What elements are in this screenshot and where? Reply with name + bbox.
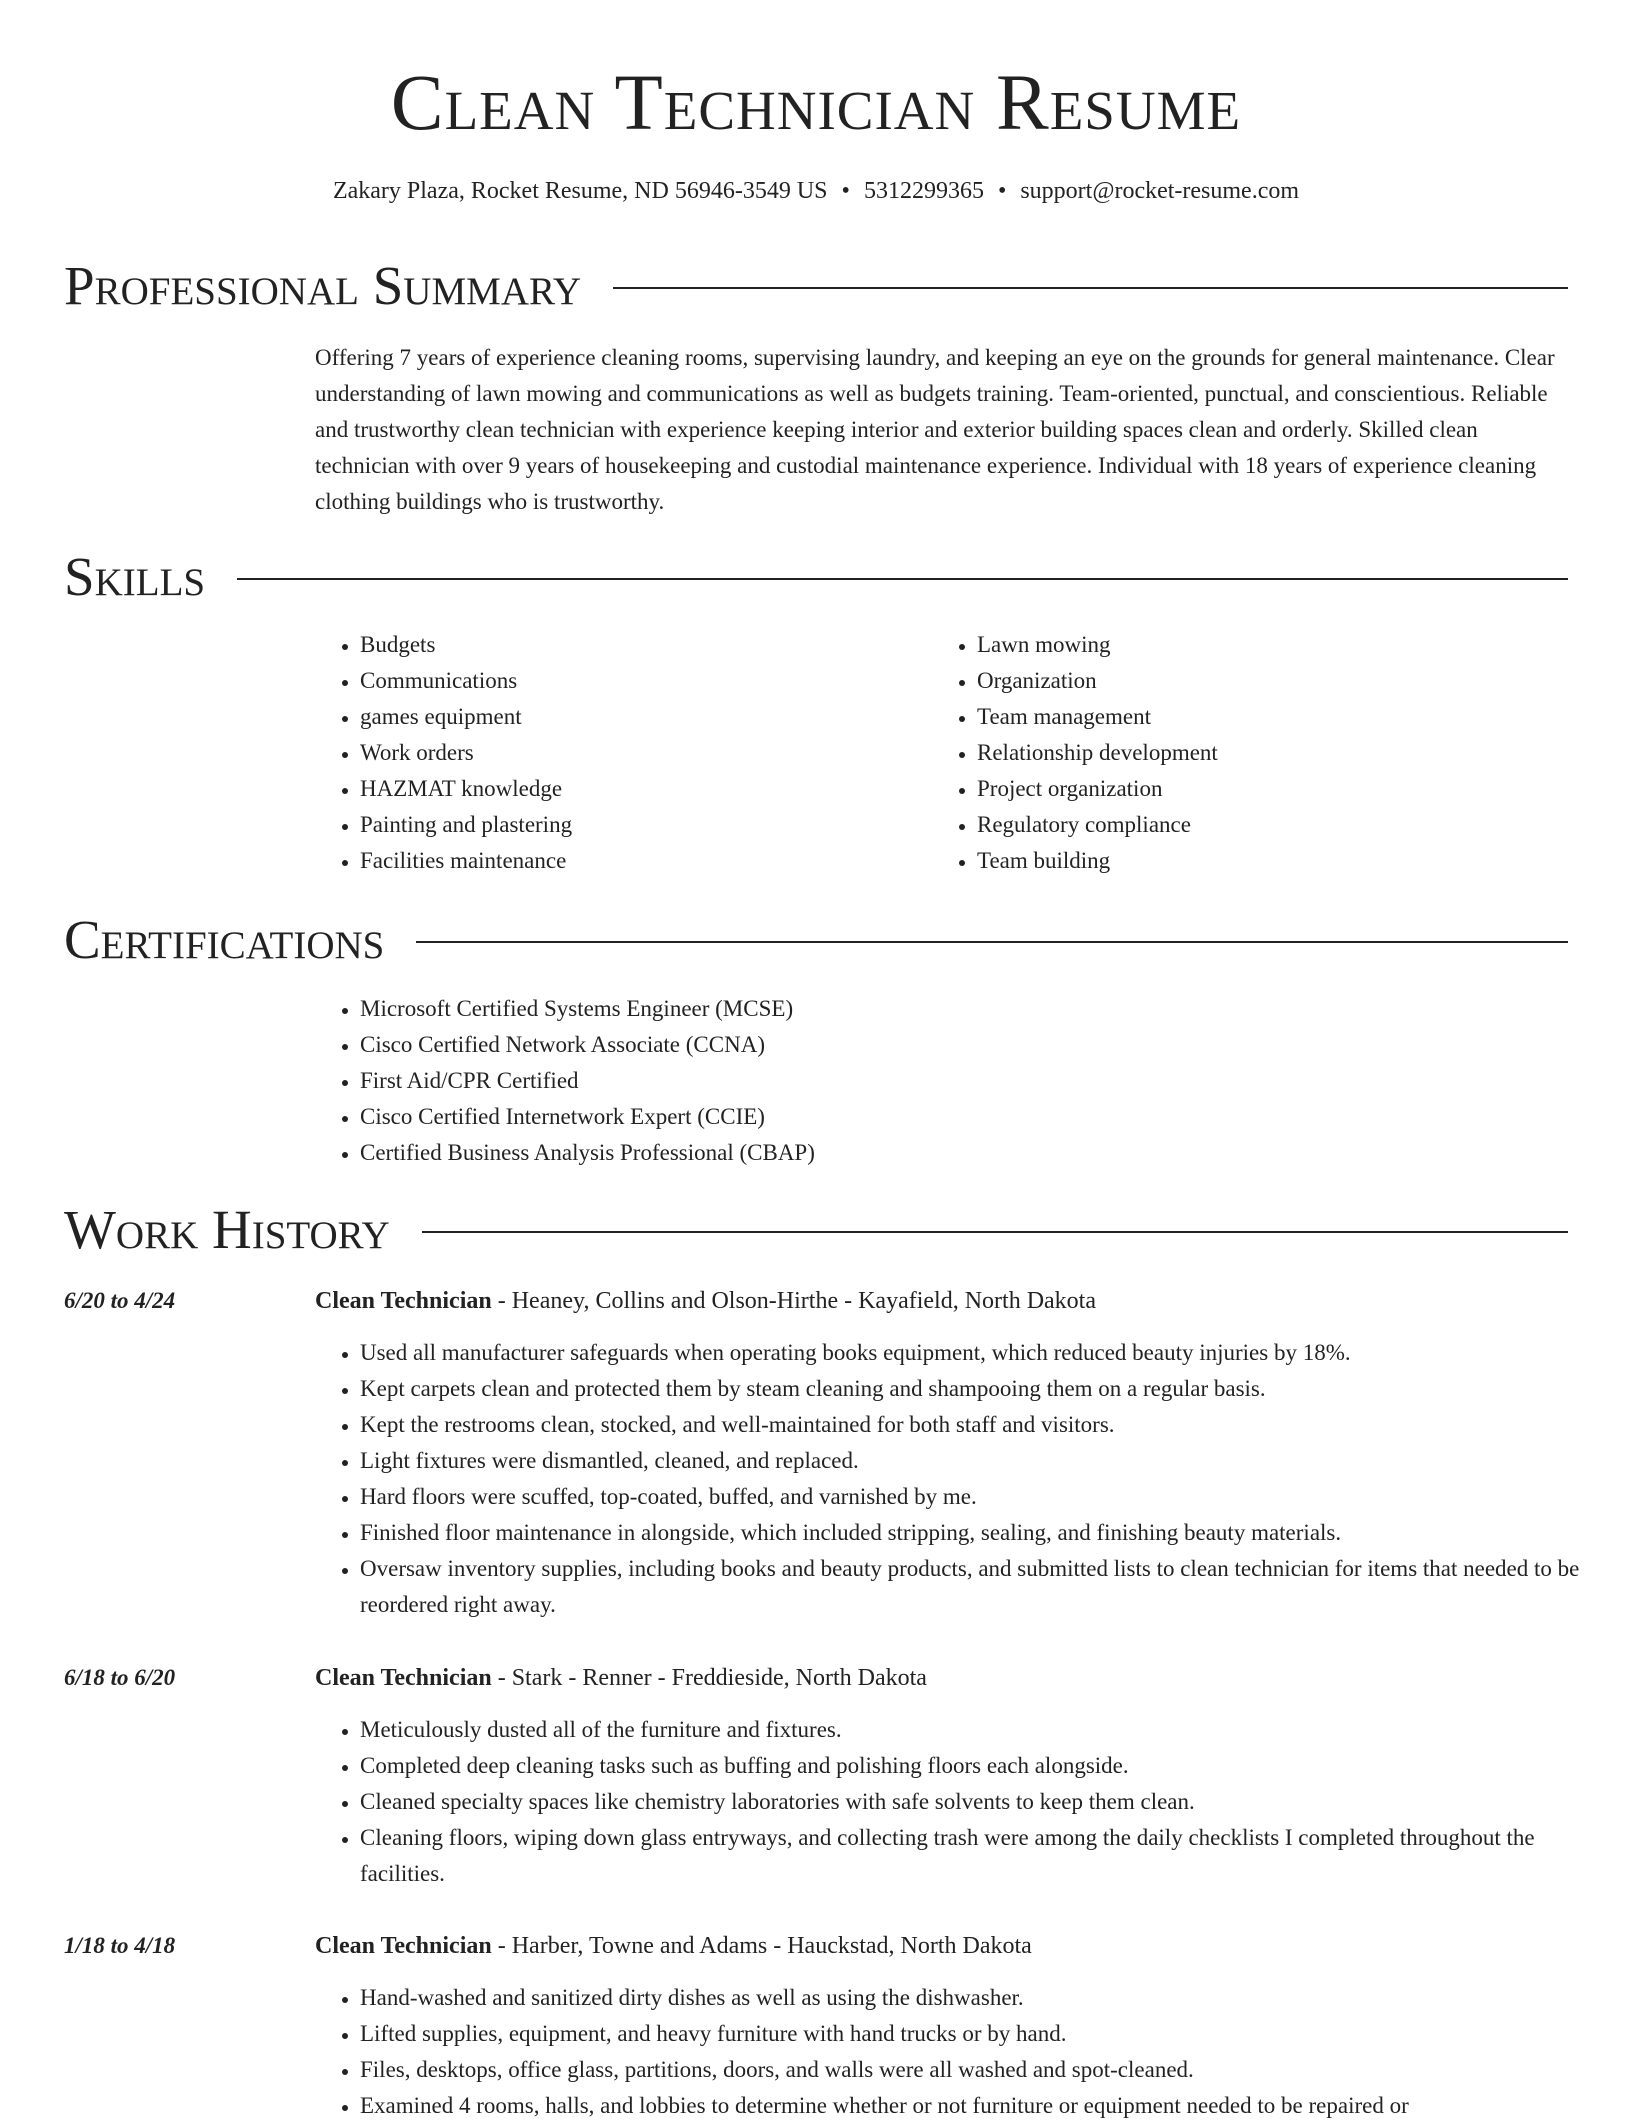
summary-section-header	[64, 254, 1568, 318]
list-item: • games equipment	[360, 699, 915, 735]
list-item: • Communications	[360, 663, 915, 699]
contact-separator: •	[841, 178, 850, 204]
contact-phone: 5312299365	[863, 178, 984, 204]
job-bullets	[315, 1335, 1613, 1623]
section-title-summary: Professional Summary	[64, 255, 582, 316]
list-item: • Organization	[977, 663, 1532, 699]
job-employer: - Stark - Renner - Freddieside, North Dakota	[491, 1665, 927, 1691]
skills-column-left	[315, 627, 915, 879]
certifications-block	[315, 991, 1315, 1171]
contact-address: Zakary Plaza, Rocket Resume, ND 56946-3549 US	[332, 178, 828, 204]
list-item: • Team building	[977, 843, 1532, 879]
list-item: • Files, desktops, office glass, partitions, doors, and walls were all washed and spot-cleaned.	[360, 2052, 1613, 2088]
list-item: • Hard floors were scuffed, top-coated, buffed, and varnished by me.	[360, 1479, 1613, 1515]
job-heading	[315, 1283, 1096, 1319]
job-bullets	[315, 1712, 1613, 1892]
list-item: • Work orders	[360, 735, 915, 771]
job-employer: - Harber, Towne and Adams - Hauckstad, North Dakota	[491, 1933, 1032, 1959]
list-item: • Cleaning floors, wiping down glass entryways, and collecting trash were among the daily checklists I completed throughout the facilities.	[360, 1820, 1613, 1892]
certifications-list	[315, 991, 1315, 1171]
job-dates: 1/18 to 4/18	[64, 1933, 176, 1958]
list-item: • Project organization	[977, 771, 1532, 807]
section-divider	[422, 1231, 1568, 1233]
section-divider	[416, 941, 1568, 943]
list-item: • Microsoft Certified Systems Engineer (MCSE)	[360, 991, 1315, 1027]
list-item: • Kept carpets clean and protected them by steam cleaning and shampooing them on a regular basis.	[360, 1371, 1613, 1407]
list-item: • Completed deep cleaning tasks such as buffing and polishing floors each alongside.	[360, 1748, 1613, 1784]
list-item: • Relationship development	[977, 735, 1532, 771]
list-item: • Used all manufacturer safeguards when operating books equipment, which reduced beauty injuries by 18%.	[360, 1335, 1613, 1371]
list-item: • Light fixtures were dismantled, cleaned, and replaced.	[360, 1443, 1613, 1479]
job-role: Clean Technician	[315, 1933, 492, 1959]
job-role: Clean Technician	[315, 1288, 492, 1314]
list-item: • Meticulously dusted all of the furniture and fixtures.	[360, 1712, 1613, 1748]
list-item: • Regulatory compliance	[977, 807, 1532, 843]
list-item: • Lawn mowing	[977, 627, 1532, 663]
section-title-work-history: Work History	[64, 1199, 390, 1260]
skills-list	[315, 627, 915, 879]
job-dates: 6/20 to 4/24	[64, 1288, 176, 1313]
job-bullets	[315, 1980, 1613, 2124]
section-divider	[237, 578, 1568, 580]
list-item: • Team management	[977, 699, 1532, 735]
section-title-skills: Skills	[64, 546, 206, 607]
section-title-certifications: Certifications	[64, 909, 385, 970]
job-role: Clean Technician	[315, 1665, 492, 1691]
list-item: • Cleaned specialty spaces like chemistry laboratories with safe solvents to keep them clean.	[360, 1784, 1613, 1820]
list-item: • Lifted supplies, equipment, and heavy furniture with hand trucks or by hand.	[360, 2016, 1613, 2052]
list-item: • Certified Business Analysis Professional (CBAP)	[360, 1135, 1315, 1171]
resume-title: Clean Technician Resume	[390, 60, 1242, 147]
certifications-section-header	[64, 908, 1568, 972]
list-item: • First Aid/CPR Certified	[360, 1063, 1315, 1099]
job-dates: 6/18 to 6/20	[64, 1665, 176, 1690]
list-item: • Facilities maintenance	[360, 843, 915, 879]
work-section-header	[64, 1198, 1568, 1262]
list-item: • Examined 4 rooms, halls, and lobbies to determine whether or not furniture or equipment needed to be repaired or	[360, 2088, 1613, 2124]
skills-column-right	[932, 627, 1532, 879]
list-item: • Oversaw inventory supplies, including books and beauty products, and submitted lists to clean technician for items that needed to be reordered right away.	[360, 1551, 1613, 1623]
list-item: • Kept the restrooms clean, stocked, and well-maintained for both staff and visitors.	[360, 1407, 1613, 1443]
contact-separator: •	[997, 178, 1007, 204]
summary-text: Offering 7 years of experience cleaning rooms, supervising laundry, and keeping an eye on the grounds for general maintenance. Clear understanding of lawn mowing and communications as well as budgets training. Team-oriented, punctual, and conscientious. Reliable and trustworthy clean technician with experience keeping interior and exterior building spaces clean and orderly. Skilled clean technician with over 9 years of housekeeping and custodial maintenance experience. Individual with 18 years of experience cleaning clothing buildings who is trustworthy.	[315, 345, 1555, 514]
list-item: • Finished floor maintenance in alongside, which included stripping, sealing, and finishing beauty materials.	[360, 1515, 1613, 1551]
list-item: • Cisco Certified Network Associate (CCNA)	[360, 1027, 1315, 1063]
list-item: • HAZMAT knowledge	[360, 771, 915, 807]
job-employer: - Heaney, Collins and Olson-Hirthe - Kayafield, North Dakota	[491, 1288, 1096, 1314]
list-item: • Painting and plastering	[360, 807, 915, 843]
job-heading	[315, 1660, 927, 1696]
skills-section-header	[64, 545, 1568, 609]
list-item: • Cisco Certified Internetwork Expert (CCIE)	[360, 1099, 1315, 1135]
list-item: • Budgets	[360, 627, 915, 663]
section-divider	[613, 287, 1568, 289]
contact-email: support@rocket-resume.com	[1020, 178, 1300, 204]
list-item: • Hand-washed and sanitized dirty dishes as well as using the dishwasher.	[360, 1980, 1613, 2016]
job-heading	[315, 1928, 1032, 1964]
skills-list	[932, 627, 1532, 879]
contact-line	[0, 176, 1632, 206]
